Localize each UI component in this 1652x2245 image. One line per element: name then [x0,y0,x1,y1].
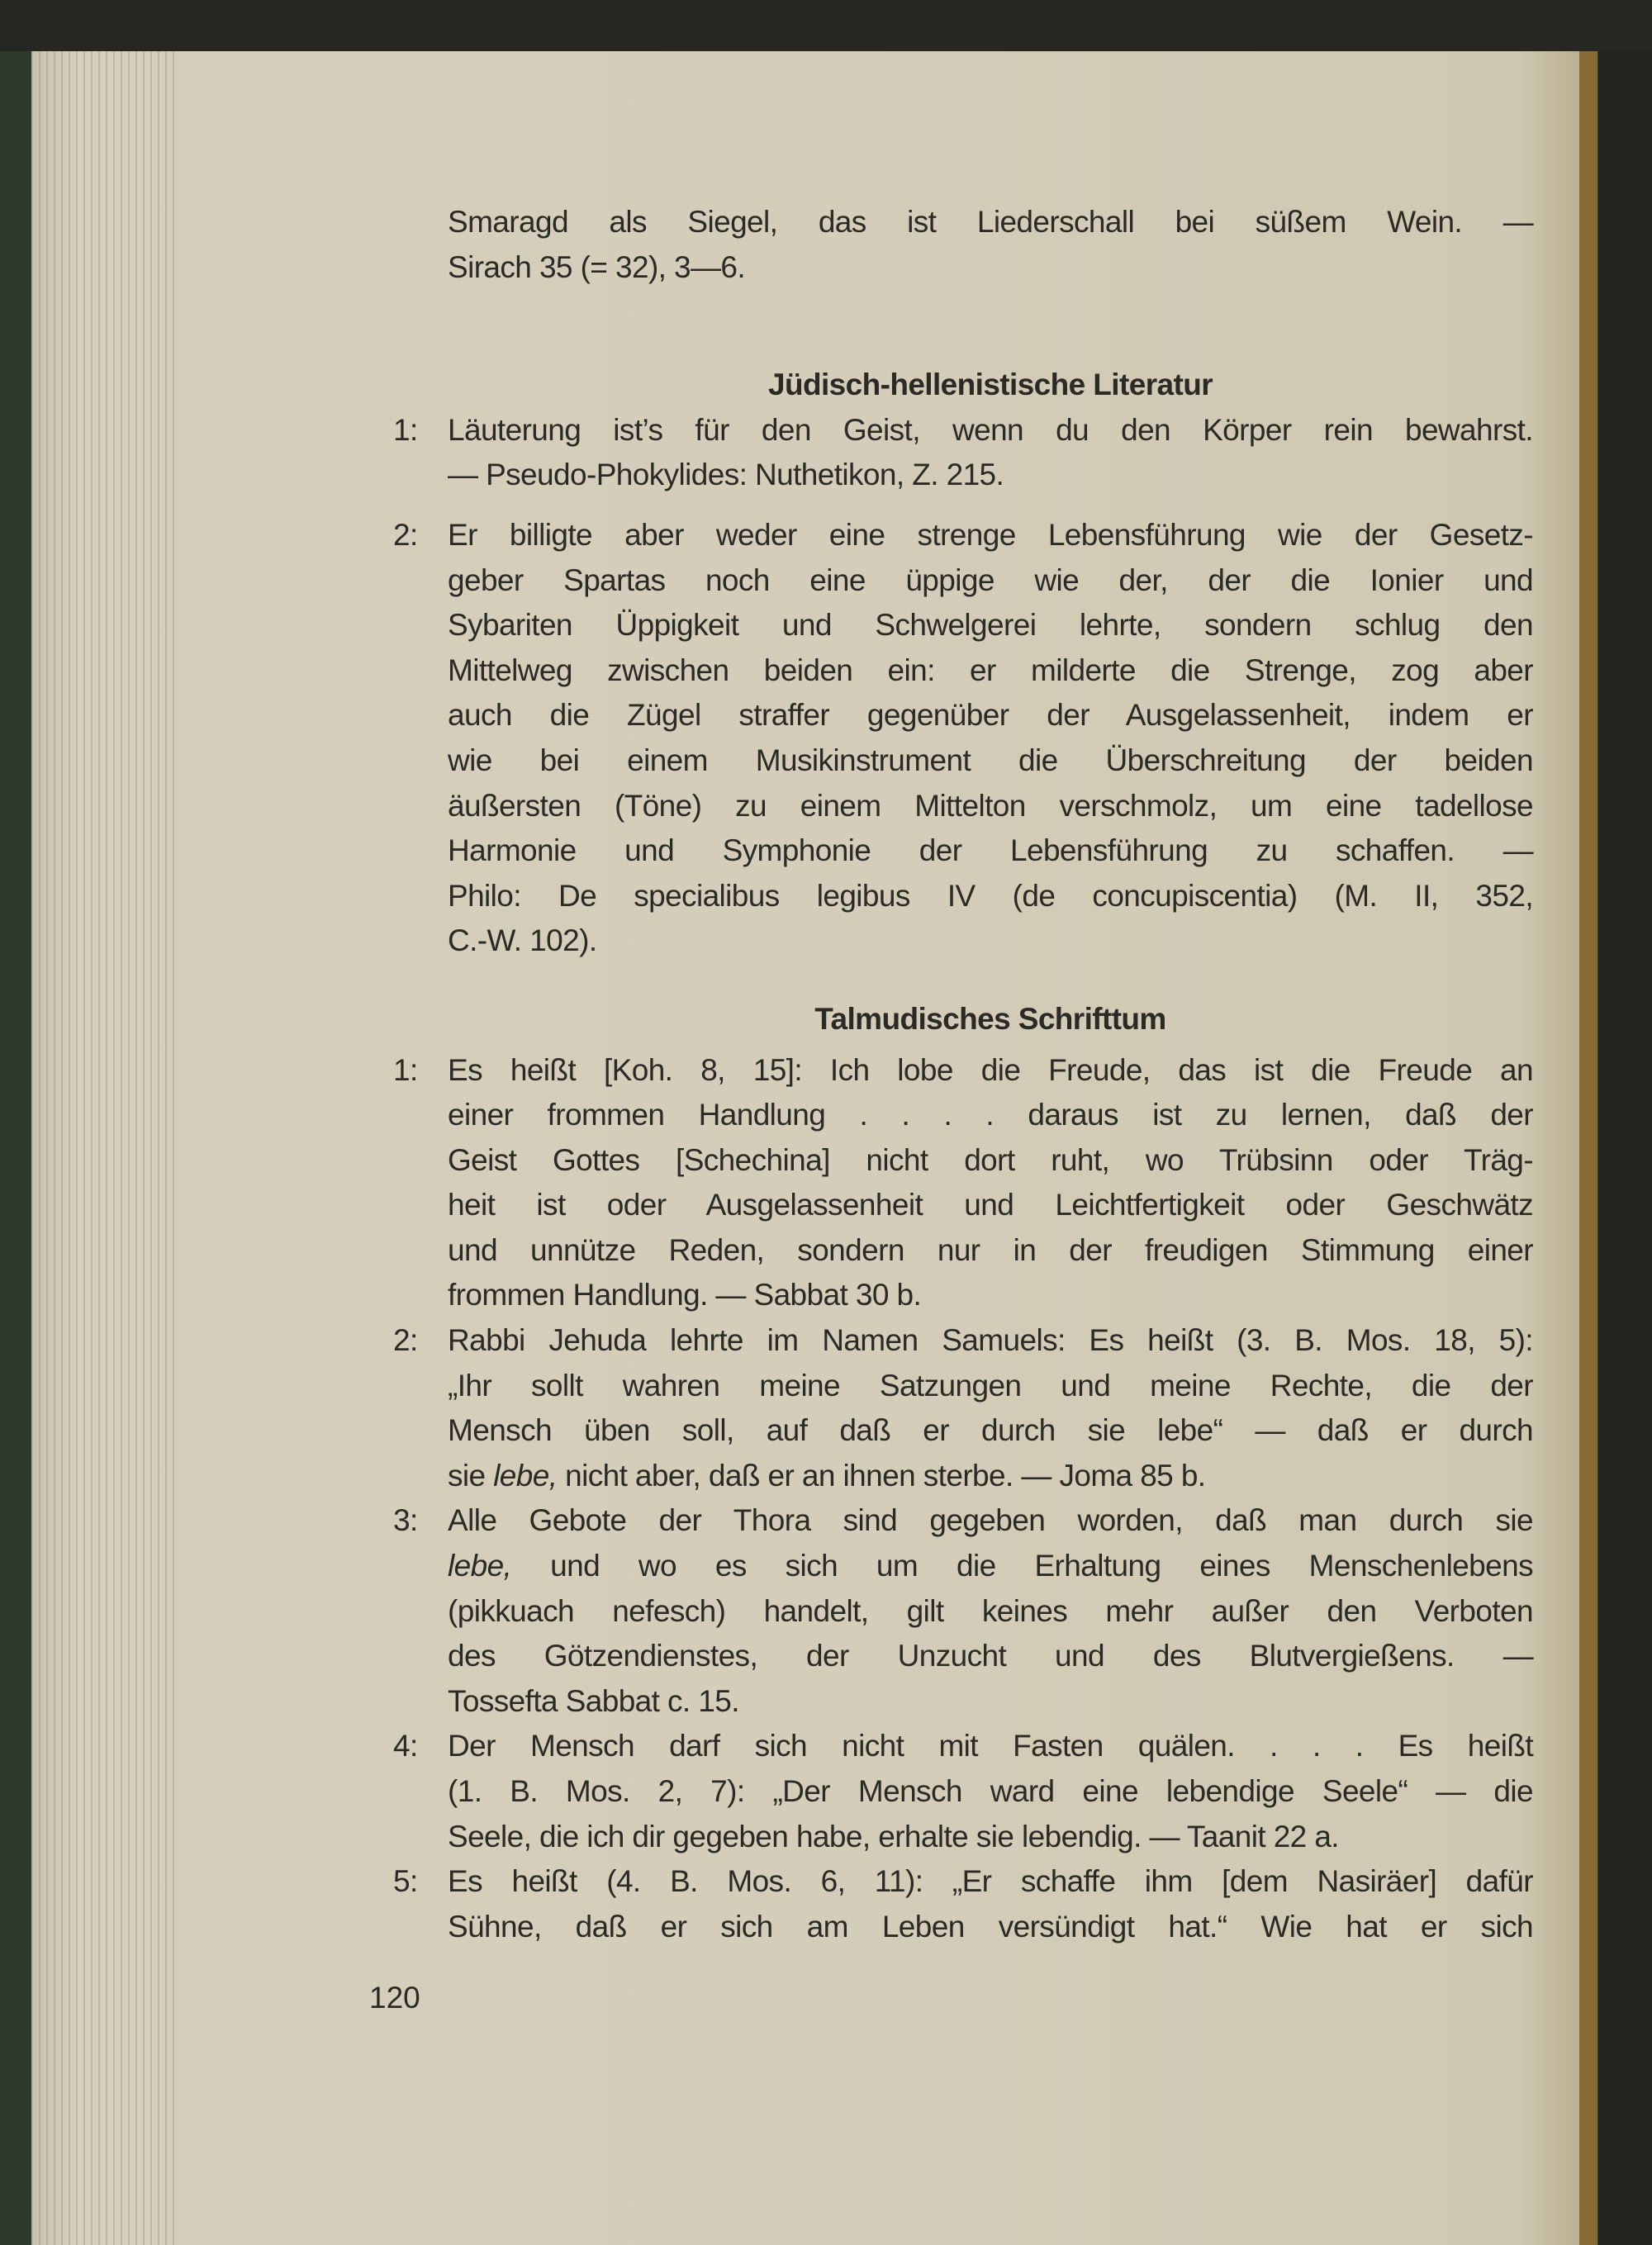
text-line: Smaragd als Siegel, das ist Liederschall bei süßem Wein. — [448,205,1533,239]
section-heading: Jüdisch-hellenistische Literatur [767,368,1213,402]
text-line: des Götzendienstes, der Unzucht und des Blutvergießens. — [448,1639,1533,1673]
item-number: 1: [393,412,418,447]
text-line: „Ihr sollt wahren meine Satzungen und meine Rechte, die der [448,1368,1533,1403]
section-heading: Talmudisches Schrifttum [814,1001,1166,1036]
text-line: Sirach 35 (= 32), 3—6. [448,249,746,284]
quote-item [393,1859,1533,1949]
text-line: Sybariten Üppigkeit und Schwelgerei lehrte, sondern schlug den [448,608,1533,643]
text-line: Mittelweg zwischen beiden ein: er milderte die Strenge, zog aber [448,653,1533,687]
item-number: 2: [393,1323,418,1358]
text-line: Rabbi Jehuda lehrte im Namen Samuels: Es heißt (3. B. Mos. 18, 5): [448,1323,1533,1358]
item-number: 4: [393,1729,418,1763]
text-line: Seele, die ich dir gegeben habe, erhalte sie lebendig. — Taanit 22 a. [448,1819,1339,1853]
item-number: 1: [393,1052,418,1087]
text-line [448,1544,1533,1589]
item-number: 3: [393,1503,418,1538]
text-line: (1. B. Mos. 2, 7): „Der Mensch ward eine lebendige Seele“ — die [448,1774,1533,1808]
text-segment: und wo es sich um die Erhaltung eines Menschenlebens [511,1549,1533,1583]
quote-item [393,1318,1533,1498]
text-line: — Pseudo-Phokylides: Nuthetikon, Z. 215. [448,458,1004,492]
quote-item [393,408,1533,498]
text-line: Tossefta Sabbat c. 15. [448,1683,739,1718]
text-line: wie bei einem Musikinstrument die Überschreitung der beiden [448,743,1533,777]
text-line: Läuterung ist’s für den Geist, wenn du den Körper rein bewahrst. [448,412,1533,447]
text-line: C.-W. 102). [448,923,597,958]
text-line [448,1454,1533,1499]
text-line: und unnütze Reden, sondern nur in der freudigen Stimmung einer [448,1232,1533,1267]
text-line: äußersten (Töne) zu einem Mittelton verschmolz, um eine tadellose [448,788,1533,823]
text-line: Harmonie und Symphonie der Lebensführung zu schaffen. — [448,833,1533,868]
text-line: frommen Handlung. — Sabbat 30 b. [448,1278,922,1312]
text-line: auch die Zügel straffer gegenüber der Ausgelassenheit, indem er [448,698,1533,733]
quote-item [393,513,1533,964]
text-line: Mensch üben soll, auf daß er durch sie lebe“ — daß er durch [448,1413,1533,1448]
italic-text: lebe, [493,1458,558,1493]
text-line: heit ist oder Ausgelassenheit und Leichtfertigkeit oder Geschwätz [448,1188,1533,1222]
quote-item [393,1048,1533,1319]
italic-text: lebe, [448,1549,512,1583]
item-number: 2: [393,517,418,552]
quote-item [393,1498,1533,1724]
item-number: 5: [393,1864,418,1899]
text-line: geber Spartas noch eine üppige wie der, der die Ionier und [448,562,1533,597]
text-segment: sie [448,1458,494,1493]
text-segment: nicht aber, daß er an ihnen sterbe. — Joma 85 b. [557,1458,1206,1493]
quote-item [393,1724,1533,1859]
page-number: 120 [369,1981,420,2015]
text-line: Alle Gebote der Thora sind gegeben worden, daß man durch sie [448,1503,1533,1538]
text-line: Es heißt (4. B. Mos. 6, 11): „Er schaffe ihm [dem Nasiräer] dafür [448,1864,1533,1899]
text-line: Geist Gottes [Schechina] nicht dort ruht, wo Trübsinn oder Träg- [448,1142,1533,1177]
text-line: Er billigte aber weder eine strenge Lebensführung wie der Gesetz- [448,517,1533,552]
intro-paragraph [448,200,1533,290]
text-line: Philo: De specialibus legibus IV (de concupiscentia) (M. II, 352, [448,878,1533,913]
text-line: (pikkuach nefesch) handelt, gilt keines mehr außer den Verboten [448,1593,1533,1628]
page-text [393,200,1533,1949]
scan-background [0,0,1652,51]
page-stack-edges [31,51,176,2245]
section [393,997,1533,1949]
text-line: Der Mensch darf sich nicht mit Fasten quälen. . . . Es heißt [448,1729,1533,1763]
text-line: Sühne, daß er sich am Leben versündigt hat.“ Wie hat er sich [448,1909,1533,1944]
book-binding [1579,0,1597,2245]
text-line: Es heißt [Koh. 8, 15]: Ich lobe die Freude, das ist die Freude an [448,1052,1533,1087]
text-line: einer frommen Handlung . . . . daraus ist zu lernen, daß der [448,1098,1533,1132]
section [393,363,1533,964]
